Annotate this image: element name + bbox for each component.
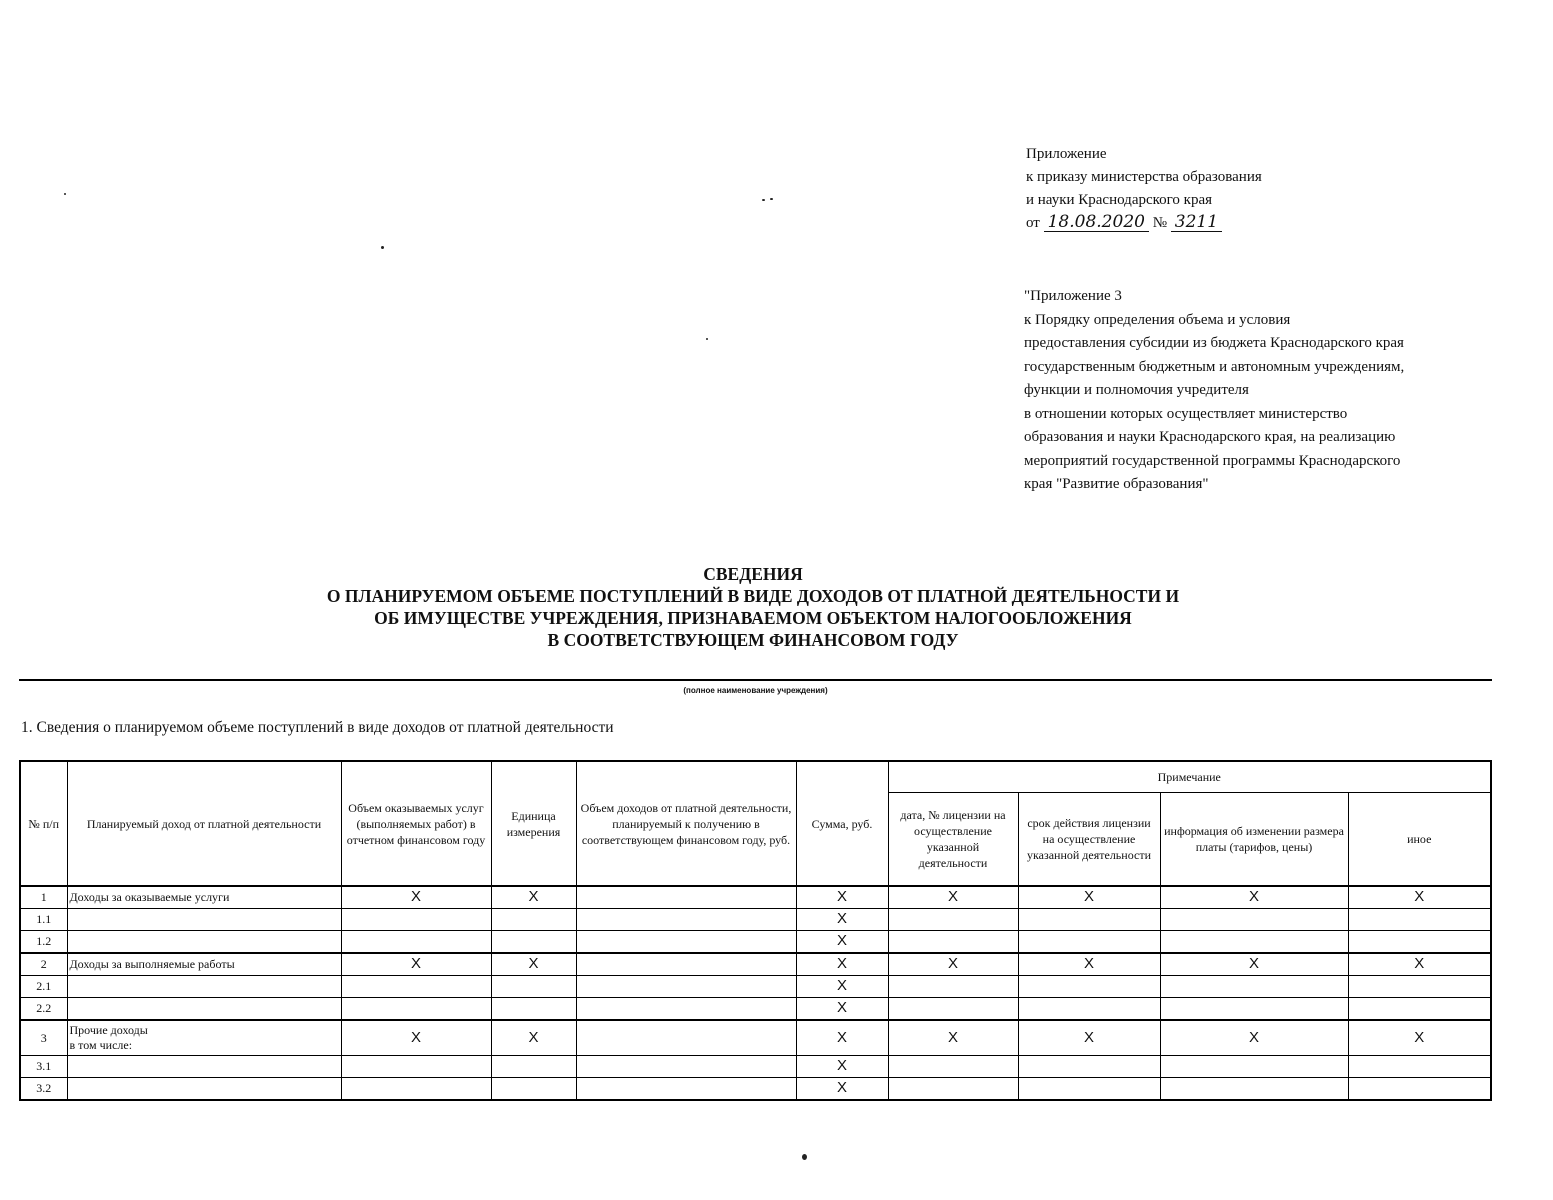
table-row xyxy=(20,976,1491,998)
header-volume: Объем оказываемых услуг (выполняемых работ) в отчетном финансовом году xyxy=(341,761,491,886)
title-line: О ПЛАНИРУЕМОМ ОБЪЕМЕ ПОСТУПЛЕНИЙ В ВИДЕ ДОХОДОВ ОТ ПЛАТНОЙ ДЕЯТЕЛЬНОСТИ И xyxy=(326,586,1180,606)
row-sum: X xyxy=(796,1078,888,1101)
scan-speck xyxy=(802,1154,807,1160)
procedure-line: государственным бюджетным и автономным учреждениям, xyxy=(1024,358,1405,375)
row-term xyxy=(1018,1056,1160,1078)
table-row xyxy=(20,953,1491,976)
row-unit xyxy=(491,998,576,1021)
row-num: 3.1 xyxy=(20,1056,67,1078)
row-sum: X xyxy=(796,953,888,976)
procedure-line: мероприятий государственной программы Краснодарского xyxy=(1024,452,1401,469)
row-num: 2.2 xyxy=(20,998,67,1021)
row-unit: X xyxy=(491,1020,576,1056)
row-license xyxy=(888,976,1018,998)
order-number: 3211 xyxy=(1171,213,1222,232)
row-label xyxy=(67,976,341,998)
row-unit xyxy=(491,1056,576,1078)
row-num: 1.2 xyxy=(20,931,67,954)
row-volume xyxy=(341,976,491,998)
appendix-order-block xyxy=(1026,143,1526,235)
row-label: Доходы за выполняемые работы xyxy=(67,953,341,976)
appendix-order-date-line xyxy=(1026,212,1526,235)
row-label xyxy=(67,1020,341,1056)
header-fee: информация об изменении размера платы (тарифов, цены) xyxy=(1160,792,1348,886)
row-other xyxy=(1348,998,1491,1021)
table-row xyxy=(20,998,1491,1021)
row-num: 3.2 xyxy=(20,1078,67,1101)
row-term xyxy=(1018,1078,1160,1101)
table-row xyxy=(20,909,1491,931)
appendix-order-line1: Приложение xyxy=(1026,146,1107,162)
row-fee xyxy=(1160,998,1348,1021)
row-term: X xyxy=(1018,953,1160,976)
procedure-line: предоставления субсидии из бюджета Краснодарского края xyxy=(1024,335,1404,351)
row-label xyxy=(67,1056,341,1078)
title-line: ОБ ИМУЩЕСТВЕ УЧРЕЖДЕНИЯ, ПРИЗНАВАЕМОМ ОБЪЕКТОМ НАЛОГООБЛОЖЕНИЯ xyxy=(374,608,1132,628)
row-unit xyxy=(491,931,576,954)
procedure-line: "Приложение 3 xyxy=(1024,288,1122,304)
header-other: иное xyxy=(1348,792,1491,886)
procedure-line: к Порядку определения объема и условия xyxy=(1024,311,1291,328)
scan-speck xyxy=(706,338,708,340)
row-fee: X xyxy=(1160,886,1348,909)
row-other: X xyxy=(1348,886,1491,909)
row-term: X xyxy=(1018,886,1160,909)
scan-speck xyxy=(770,198,773,200)
row-license xyxy=(888,998,1018,1021)
row-fee xyxy=(1160,931,1348,954)
procedure-line: края "Развитие образования" xyxy=(1024,476,1209,492)
row-revenue xyxy=(576,1020,796,1056)
row-unit: X xyxy=(491,886,576,909)
row-volume xyxy=(341,909,491,931)
row-license xyxy=(888,909,1018,931)
row-num: 2 xyxy=(20,953,67,976)
header-note: Примечание xyxy=(888,761,1491,792)
row-license xyxy=(888,1056,1018,1078)
institution-name-caption: (полное наименование учреждения) xyxy=(683,686,828,695)
number-prefix: № xyxy=(1152,215,1168,231)
row-label xyxy=(67,931,341,954)
row-label xyxy=(67,909,341,931)
row-label-line2: в том числе: xyxy=(69,1038,133,1052)
row-revenue xyxy=(576,931,796,954)
row-label-line1: Прочие доходы xyxy=(69,1023,148,1037)
row-other xyxy=(1348,976,1491,998)
procedure-line: в отношении которых осуществляет министерство xyxy=(1024,405,1348,422)
row-license: X xyxy=(888,1020,1018,1056)
row-revenue xyxy=(576,998,796,1021)
row-volume: X xyxy=(341,953,491,976)
row-sum: X xyxy=(796,931,888,954)
scan-speck xyxy=(762,199,765,201)
header-sum: Сумма, руб. xyxy=(796,761,888,886)
table-row xyxy=(20,1078,1491,1101)
row-num: 3 xyxy=(20,1020,67,1056)
row-volume xyxy=(341,1078,491,1101)
row-num: 1.1 xyxy=(20,909,67,931)
institution-name-line xyxy=(19,679,1492,681)
row-volume xyxy=(341,998,491,1021)
row-license: X xyxy=(888,953,1018,976)
row-sum: X xyxy=(796,976,888,998)
row-fee xyxy=(1160,1056,1348,1078)
row-revenue xyxy=(576,953,796,976)
row-term xyxy=(1018,931,1160,954)
row-license xyxy=(888,931,1018,954)
date-prefix: от xyxy=(1026,215,1040,231)
appendix-order-line3: и науки Краснодарского края xyxy=(1026,192,1213,208)
row-other: X xyxy=(1348,1020,1491,1056)
row-term xyxy=(1018,909,1160,931)
row-fee xyxy=(1160,1078,1348,1101)
row-license: X xyxy=(888,886,1018,909)
procedure-line: образования и науки Краснодарского края, на реализацию xyxy=(1024,429,1396,445)
row-label xyxy=(67,1078,341,1101)
row-fee xyxy=(1160,909,1348,931)
row-revenue xyxy=(576,909,796,931)
header-term: срок действия лицензии на осуществление указанной деятельности xyxy=(1018,792,1160,886)
row-sum: X xyxy=(796,909,888,931)
row-num: 1 xyxy=(20,886,67,909)
scan-speck xyxy=(64,193,66,195)
row-label xyxy=(67,998,341,1021)
header-license: дата, № лицензии на осуществление указанной деятельности xyxy=(888,792,1018,886)
table-row xyxy=(20,886,1491,909)
row-volume xyxy=(341,1056,491,1078)
table-row xyxy=(20,1020,1491,1056)
row-num: 2.1 xyxy=(20,976,67,998)
row-fee: X xyxy=(1160,953,1348,976)
income-table xyxy=(19,760,1492,1101)
row-sum: X xyxy=(796,1056,888,1078)
row-revenue xyxy=(576,1078,796,1101)
row-volume xyxy=(341,931,491,954)
header-income: Планируемый доход от платной деятельности xyxy=(67,761,341,886)
row-revenue xyxy=(576,976,796,998)
row-term xyxy=(1018,998,1160,1021)
section-heading: 1. Сведения о планируемом объеме поступлений в виде доходов от платной деятельности xyxy=(21,719,614,736)
appendix-procedure-block xyxy=(1024,285,1524,497)
document-title xyxy=(0,563,1506,651)
title-line: В СООТВЕТСТВУЮЩЕМ ФИНАНСОВОМ ГОДУ xyxy=(547,630,959,650)
row-license xyxy=(888,1078,1018,1101)
header-unit: Единица измерения xyxy=(491,761,576,886)
row-revenue xyxy=(576,1056,796,1078)
row-term: X xyxy=(1018,1020,1160,1056)
row-sum: X xyxy=(796,998,888,1021)
header-num: № п/п xyxy=(20,761,67,886)
row-sum: X xyxy=(796,1020,888,1056)
row-unit xyxy=(491,1078,576,1101)
row-unit xyxy=(491,976,576,998)
row-volume: X xyxy=(341,886,491,909)
row-other xyxy=(1348,909,1491,931)
row-sum: X xyxy=(796,886,888,909)
row-unit: X xyxy=(491,953,576,976)
title-line: СВЕДЕНИЯ xyxy=(703,564,803,584)
row-revenue xyxy=(576,886,796,909)
row-fee: X xyxy=(1160,1020,1348,1056)
row-other xyxy=(1348,1078,1491,1101)
order-date: 18.08.2020 xyxy=(1044,213,1149,232)
procedure-line: функции и полномочия учредителя xyxy=(1024,382,1249,398)
header-revenue: Объем доходов от платной деятельности, планируемый к получению в соответствующем финансовом году, руб. xyxy=(576,761,796,886)
row-other: X xyxy=(1348,953,1491,976)
row-other xyxy=(1348,1056,1491,1078)
row-volume: X xyxy=(341,1020,491,1056)
table-row xyxy=(20,1056,1491,1078)
row-other xyxy=(1348,931,1491,954)
row-unit xyxy=(491,909,576,931)
scan-speck xyxy=(381,246,384,249)
appendix-order-line2: к приказу министерства образования xyxy=(1026,169,1262,185)
table-row xyxy=(20,931,1491,954)
row-fee xyxy=(1160,976,1348,998)
row-label: Доходы за оказываемые услуги xyxy=(67,886,341,909)
row-term xyxy=(1018,976,1160,998)
